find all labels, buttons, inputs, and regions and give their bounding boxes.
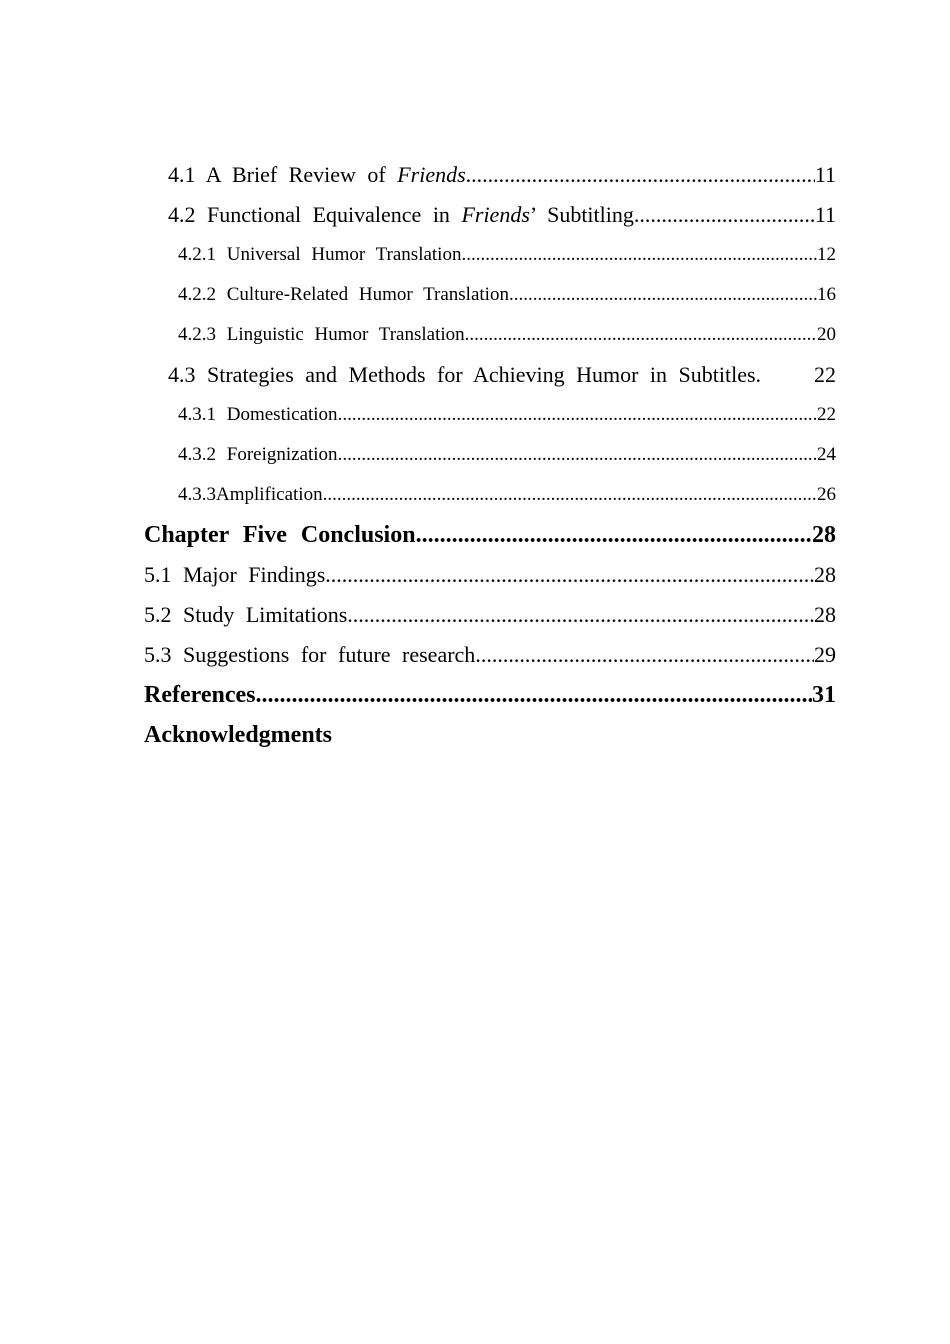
toc-entry-4-2-1[interactable] (144, 235, 836, 275)
toc-entry-label: Chapter Five Conclusion (144, 522, 416, 548)
toc-page-number: 20 (817, 324, 836, 345)
toc-entry-chapter-five[interactable] (144, 515, 836, 555)
toc-entry-4-3-2[interactable] (144, 435, 836, 475)
toc-entry-label: 5.2 Study Limitations (144, 602, 348, 627)
toc-entry-5-3[interactable] (144, 635, 836, 675)
toc-entry-acknowledgments[interactable] (144, 715, 836, 755)
dot-leader (465, 315, 817, 355)
dot-leader (634, 195, 815, 235)
dot-leader (347, 595, 814, 635)
toc-entry-label: 4.2.3 Linguistic Humor Translation (178, 324, 465, 345)
toc-entry-label: 5.1 Major Findings (144, 562, 326, 587)
toc-entry-4-3[interactable] (144, 355, 836, 395)
toc-page-number: 29 (814, 642, 836, 667)
toc-entry-4-2[interactable] (144, 195, 836, 235)
toc-entry-references[interactable] (144, 675, 836, 715)
toc-page-number: 28 (814, 602, 836, 627)
toc-entry-4-3-3[interactable] (144, 475, 836, 515)
table-of-contents (144, 155, 836, 755)
dot-leader (461, 235, 817, 275)
dot-leader (338, 395, 817, 435)
toc-entry-5-2[interactable] (144, 595, 836, 635)
toc-entry-4-2-2[interactable] (144, 275, 836, 315)
toc-page-number: 24 (817, 444, 836, 465)
toc-entry-label: 4.3.3Amplification (178, 484, 323, 505)
toc-entry-4-2-3[interactable] (144, 315, 836, 355)
dot-leader (509, 275, 817, 315)
toc-page-number: 31 (812, 682, 836, 708)
toc-page-number: 26 (817, 484, 836, 505)
toc-page-number: 16 (817, 284, 836, 305)
toc-entry-label: 4.3 Strategies and Methods for Achieving Humor in Subtitles. (168, 362, 762, 387)
toc-entry-5-1[interactable] (144, 555, 836, 595)
dot-leader (325, 555, 814, 595)
toc-page-number: 11 (814, 202, 836, 227)
dot-leader (338, 435, 817, 475)
toc-entry-label: 4.1 A Brief Review of Friends (168, 162, 466, 187)
toc-entry-label: References (144, 682, 256, 708)
dot-leader (323, 475, 817, 515)
dot-leader (416, 515, 812, 555)
toc-entry-label: 4.2.1 Universal Humor Translation (178, 244, 462, 265)
toc-page-number: 11 (814, 162, 836, 187)
toc-entry-4-1[interactable] (144, 155, 836, 195)
dot-leader (466, 155, 815, 195)
toc-entry-label: 4.2.2 Culture-Related Humor Translation (178, 284, 509, 305)
dot-leader (256, 675, 813, 715)
toc-entry-label: 5.3 Suggestions for future research (144, 642, 476, 667)
toc-page-number: 12 (817, 244, 836, 265)
toc-page-number: 28 (814, 562, 836, 587)
toc-page-number: 22 (814, 362, 836, 387)
toc-entry-4-3-1[interactable] (144, 395, 836, 435)
toc-entry-label: 4.2 Functional Equivalence in Friends’ Subtitling (168, 202, 634, 227)
toc-entry-label: Acknowledgments (144, 722, 333, 748)
toc-page-number: 22 (817, 404, 836, 425)
toc-entry-label: 4.3.1 Domestication (178, 404, 338, 425)
toc-entry-label: 4.3.2 Foreignization (178, 444, 338, 465)
dot-leader (475, 635, 814, 675)
toc-page-number: 28 (812, 522, 836, 548)
